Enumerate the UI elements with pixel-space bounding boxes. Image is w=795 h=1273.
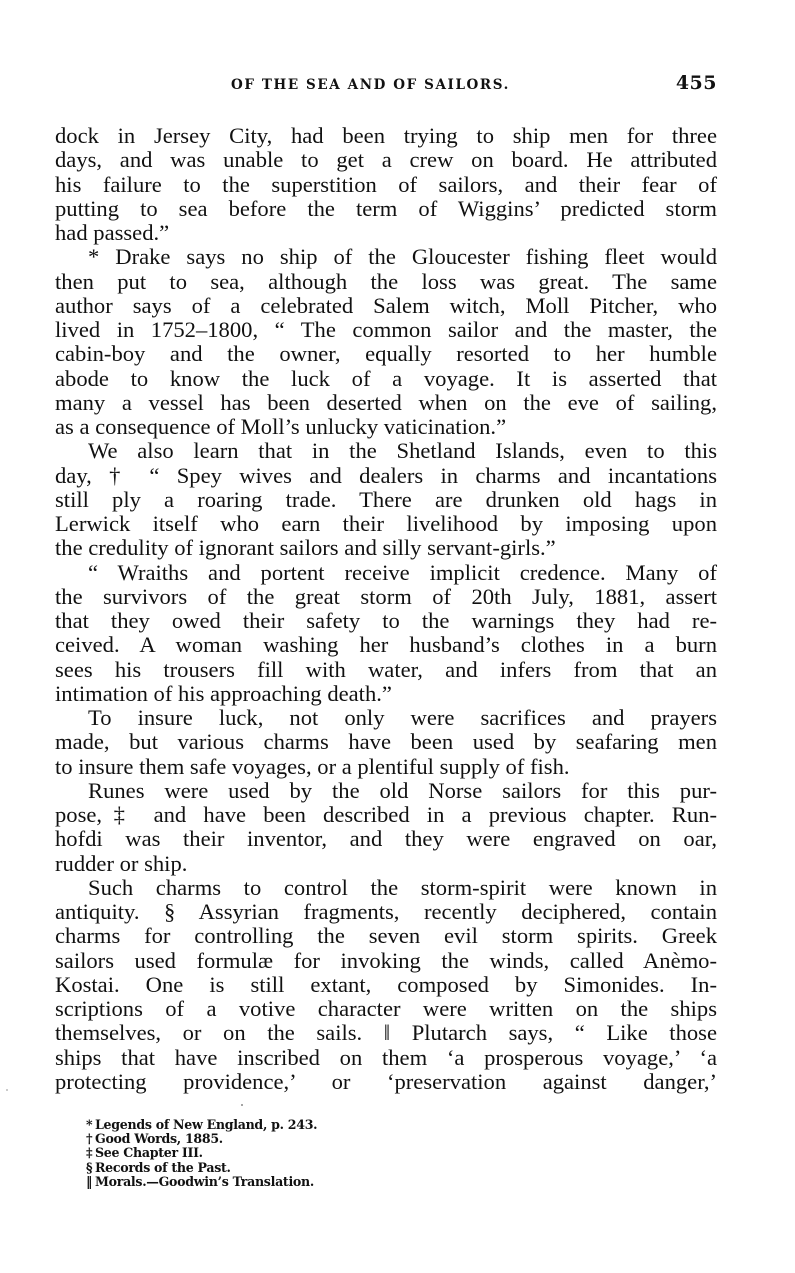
text-line: themselves, or on the sails. ‖ Plutarch says, “ Like those — [55, 1020, 717, 1046]
text-line: pose,‡ and have been described in a previous chapter. Run- — [55, 802, 717, 827]
footnote-text: Morals.—Goodwin’s Translation. — [95, 1173, 314, 1189]
text-line: cabin-boy and the owner, equally resorted to her humble — [55, 341, 717, 367]
footnote-text: Good Words, 1885. — [95, 1131, 223, 1147]
text-line: “ Wraiths and portent receive implicit credence. Many of — [88, 559, 717, 585]
footnote-mark: * — [86, 1117, 93, 1132]
footnote — [86, 1146, 317, 1160]
text-line: Lerwick itself who earn their livelihood by imposing upon — [55, 511, 717, 536]
footnote-mark: § — [86, 1159, 93, 1175]
text-line: the credulity of ignorant sailors and silly servant-girls.” — [55, 535, 556, 561]
text-line: intimation of his approaching death.” — [55, 680, 392, 706]
text-line: To insure luck, not only were sacrifices and prayers — [88, 705, 717, 730]
text-line: still ply a roaring trade. There are drunken old hags in — [55, 486, 717, 512]
text-line: had passed.” — [55, 220, 170, 245]
print-speck — [241, 1104, 243, 1106]
text-line: scriptions of a votive character were written on the ships — [55, 996, 717, 1021]
text-line: sailors used formulæ for invoking the winds, called Anèmo- — [55, 947, 717, 973]
running-head — [55, 72, 717, 98]
page-number: 455 — [675, 72, 717, 94]
text-line: then put to sea, although the loss was great. The same — [55, 268, 717, 294]
text-line: author says of a celebrated Salem witch, Moll Pitcher, who — [55, 292, 717, 318]
print-speck — [6, 1089, 8, 1091]
text-line: as a consequence of Moll’s unlucky vaticination.” — [55, 414, 507, 439]
text-line: antiquity. § Assyrian fragments, recently deciphered, contain — [55, 899, 717, 924]
text-line: Runes were used by the old Norse sailors for this pur- — [88, 777, 717, 803]
text-line: ships that have inscribed on them ‘a prosperous voyage,’ ‘a — [55, 1044, 717, 1070]
footnote — [86, 1161, 317, 1175]
text-line: Kostai. One is still extant, composed by Simonides. In- — [55, 971, 717, 997]
footnote-mark: ‖ — [86, 1173, 92, 1189]
footnote-mark: ‡ — [86, 1145, 93, 1161]
footnote — [86, 1118, 317, 1132]
text-line: to insure them safe voyages, or a plentiful supply of fish. — [55, 753, 570, 779]
footnote-mark: † — [86, 1131, 93, 1147]
text-line: the survivors of the great storm of 20th July, 1881, assert — [55, 583, 717, 609]
text-line: made, but various charms have been used by seafaring men — [55, 729, 717, 755]
text-line: charms for controlling the seven evil storm spirits. Greek — [55, 923, 717, 949]
footnote-text: Records of the Past. — [95, 1159, 231, 1175]
body-text — [55, 124, 717, 1094]
text-line: day, † “ Spey wives and dealers in charms and incantations — [55, 462, 717, 488]
text-line: Such charms to control the storm-spirit were known in — [88, 874, 717, 900]
footnotes — [86, 1118, 317, 1189]
text-line: hofdi was their inventor, and they were engraved on oar, — [55, 826, 717, 852]
text-line: ceived. A woman washing her husband’s clothes in a burn — [55, 632, 717, 658]
footnote-text: See Chapter III. — [95, 1145, 203, 1161]
text-line: his failure to the superstition of sailors, and their fear of — [55, 171, 717, 197]
text-line: putting to sea before the term of Wiggins’ predicted storm — [55, 195, 717, 221]
text-line: lived in 1752–1800, “ The common sailor and the master, the — [55, 317, 717, 342]
text-line: rudder or ship. — [55, 850, 188, 876]
running-title: OF THE SEA AND OF SAILORS. — [231, 77, 510, 93]
text-line: dock in Jersey City, had been trying to ship men for three — [55, 123, 717, 148]
footnote — [86, 1132, 317, 1146]
text-line: abode to know the luck of a voyage. It is asserted that — [55, 365, 717, 391]
text-line: many a vessel has been deserted when on the eve of sailing, — [55, 389, 717, 415]
footnote-text: Legends of New England, p. 243. — [95, 1117, 318, 1132]
footnote — [86, 1175, 317, 1189]
text-line: We also learn that in the Shetland Islands, even to this — [88, 438, 717, 464]
text-line: sees his trousers fill with water, and infers from that an — [55, 656, 717, 682]
text-line: * Drake says no ship of the Gloucester fishing fleet would — [88, 244, 717, 270]
text-line: protecting providence,’ or ‘preservation against danger,’ — [55, 1068, 717, 1094]
text-line: that they owed their safety to the warnings they had re- — [55, 608, 717, 633]
text-line: days, and was unable to get a crew on board. He attributed — [55, 147, 717, 173]
